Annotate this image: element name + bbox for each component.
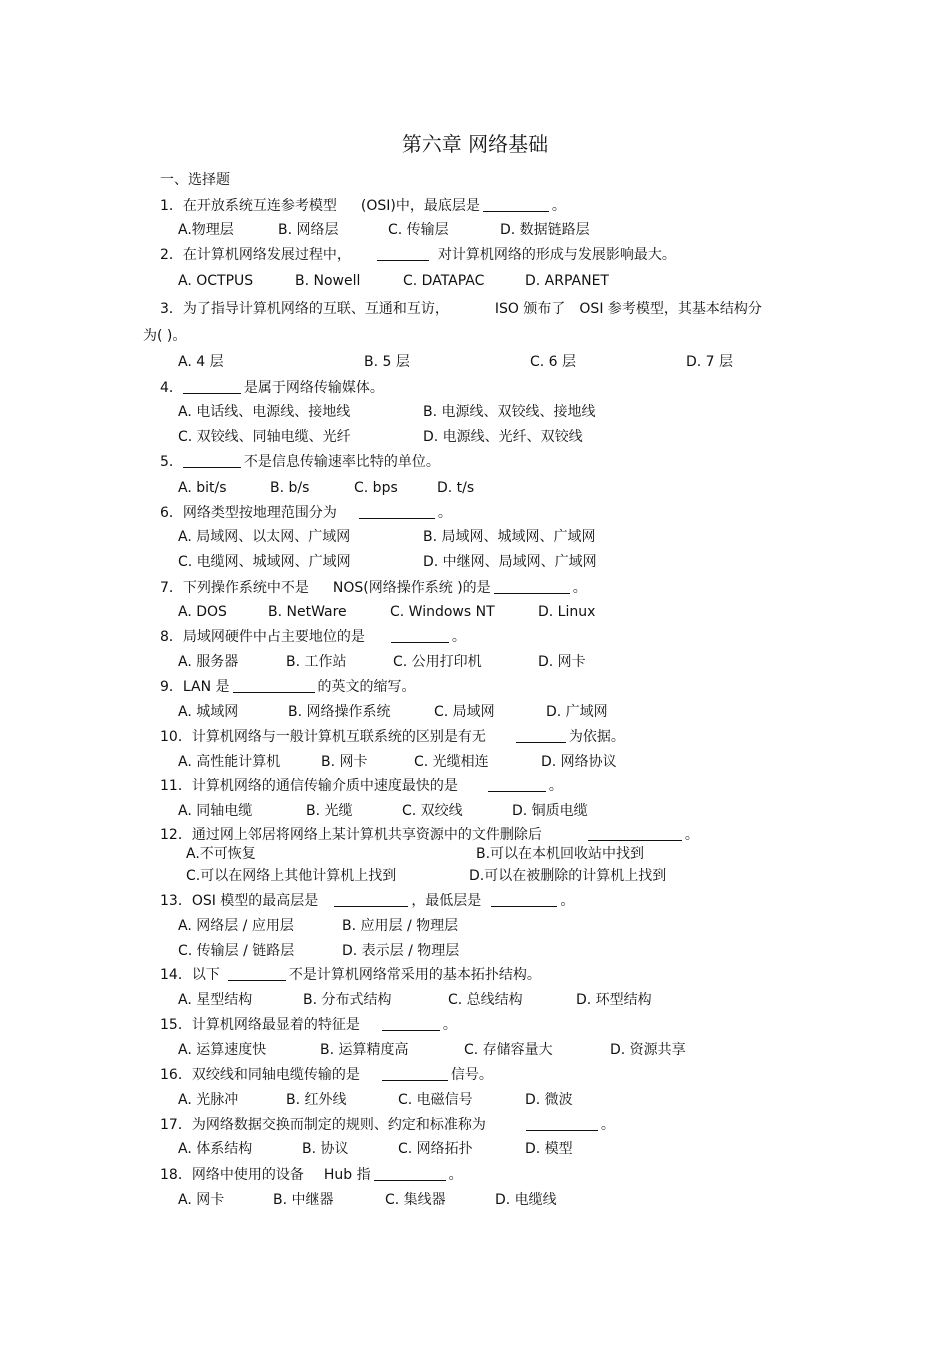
option-d: D. 环型结构 [576,992,652,1008]
option-b: B. 网络层 [278,222,339,238]
option-c: C. 电缆网、城域网、广域网 [178,554,351,570]
answer-blank[interactable] [483,197,549,212]
option-c: C. 公用打印机 [393,654,482,670]
question-14: 14．以下 不是计算机网络常采用的基本拓扑结构。 [160,967,541,983]
option-b: B. 5 层 [364,354,410,370]
option-c: C. 光缆相连 [414,754,489,770]
answer-blank[interactable] [391,628,449,643]
option-b: B. 工作站 [286,654,347,670]
option-d: D. 数据链路层 [500,222,590,238]
answer-blank[interactable] [377,246,429,261]
option-a: A.物理层 [178,222,234,238]
option-d: D. 资源共享 [610,1042,686,1058]
option-a: A. 高性能计算机 [178,754,281,770]
option-d: D.可以在被删除的计算机上找到 [469,868,667,884]
option-c: C. 局域网 [434,704,495,720]
section-heading: 一、选择题 [160,172,230,188]
option-c: C. 传输层 [388,222,449,238]
option-c: C. 集线器 [385,1192,446,1208]
option-d: D. 电缆线 [495,1192,557,1208]
option-a: A. 同轴电缆 [178,803,253,819]
option-a: A. 体系结构 [178,1141,253,1157]
question-12: 12．通过网上邻居将网络上某计算机共享资源中的文件删除后 。 [160,827,699,843]
option-d: D. 广域网 [546,704,608,720]
answer-blank[interactable] [588,826,682,841]
option-b: B. 网络操作系统 [288,704,391,720]
option-b: B. 电源线、双铰线、接地线 [423,404,596,420]
option-c: C. DATAPAC [403,273,485,289]
option-c: C. 6 层 [530,354,577,370]
option-d: D. t/s [437,480,475,496]
question-3-cont: 为( )。 [143,328,187,344]
option-b: B. 协议 [302,1141,349,1157]
option-a: A. 局域网、以太网、广域网 [178,529,351,545]
question-3: 3．为了指导计算机网络的互联、互通和互访， ISO 颁布了 OSI 参考模型，其基本结构分 [160,301,762,317]
option-d: D. 模型 [525,1141,573,1157]
page-title: 第六章 网络基础 [401,132,549,156]
option-a: A. 4 层 [178,354,224,370]
question-2: 2．在计算机网络发展过程中， 对计算机网络的形成与发展影响最大。 [160,247,676,263]
question-10: 10．计算机网络与一般计算机互联系统的区别是有无 为依据。 [160,729,625,745]
option-a: A. 光脉冲 [178,1092,239,1108]
answer-blank[interactable] [526,1116,598,1131]
option-a: A. 电话线、电源线、接地线 [178,404,351,420]
option-c: C. 总线结构 [448,992,523,1008]
question-8: 8．局域网硬件中占主要地位的是 。 [160,629,466,645]
option-a: A. 星型结构 [178,992,253,1008]
answer-blank[interactable] [228,966,286,981]
option-d: D. Linux [538,604,596,620]
question-1: 1．在开放系统互连参考模型 (OSI)中，最底层是 。 [160,198,566,214]
answer-blank[interactable] [334,892,408,907]
answer-blank[interactable] [488,777,546,792]
answer-blank[interactable] [359,504,435,519]
option-a: A. 城域网 [178,704,239,720]
option-c: C. 电磁信号 [398,1092,473,1108]
option-c: C.可以在网络上其他计算机上找到 [186,868,397,884]
option-a: A. 运算速度快 [178,1042,267,1058]
question-13: 13．OSI 模型的最高层是 ，最低层是 。 [160,893,575,909]
answer-blank[interactable] [374,1166,446,1181]
option-d: D. 表示层 / 物理层 [342,943,460,959]
option-d: D. 网络协议 [541,754,617,770]
option-d: D. 网卡 [538,654,586,670]
option-a: A. OCTPUS [178,273,254,289]
option-a: A. bit/s [178,480,227,496]
option-b: B. 局域网、城域网、广域网 [423,529,596,545]
option-d: D. 铜质电缆 [512,803,588,819]
option-d: D. 7 层 [686,354,734,370]
question-17: 17．为网络数据交换而制定的规则、约定和标准称为 。 [160,1117,615,1133]
option-d: D. 中继网、局域网、广域网 [423,554,597,570]
option-b: B. 分布式结构 [303,992,392,1008]
answer-blank[interactable] [183,379,241,394]
answer-blank[interactable] [494,579,570,594]
option-d: D. 微波 [525,1092,573,1108]
question-18: 18．网络中使用的设备 Hub 指 。 [160,1167,463,1183]
option-c: C. bps [354,480,398,496]
question-11: 11．计算机网络的通信传输介质中速度最快的是 。 [160,778,563,794]
answer-blank[interactable] [183,453,241,468]
question-9: 9．LAN 是 的英文的缩写。 [160,679,416,695]
option-b: B. 中继器 [273,1192,334,1208]
answer-blank[interactable] [491,892,557,907]
option-a: A. 服务器 [178,654,239,670]
option-c: C. 网络拓扑 [398,1141,473,1157]
option-a: A.不可恢复 [186,846,256,862]
option-d: D. ARPANET [525,273,609,289]
option-c: C. 传输层 / 链路层 [178,943,295,959]
answer-blank[interactable] [516,728,566,743]
option-b: B. b/s [270,480,310,496]
option-a: A. 网络层 / 应用层 [178,918,294,934]
option-d: D. 电源线、光纤、双铰线 [423,429,583,445]
option-b: B. 应用层 / 物理层 [342,918,459,934]
option-c: C. Windows NT [390,604,495,620]
option-b: B. NetWare [268,604,347,620]
option-b: B. Nowell [295,273,361,289]
option-b: B. 光缆 [306,803,353,819]
question-16: 16．双绞线和同轴电缆传输的是 信号。 [160,1067,493,1083]
answer-blank[interactable] [233,678,315,693]
question-5: 5． 不是信息传输速率比特的单位。 [160,454,440,470]
question-15: 15．计算机网络最显着的特征是 。 [160,1017,457,1033]
option-b: B. 运算精度高 [320,1042,409,1058]
option-c: C. 双铰线、同轴电缆、光纤 [178,429,351,445]
option-a: A. DOS [178,604,227,620]
option-b: B. 红外线 [286,1092,347,1108]
question-6: 6．网络类型按地理范围分为 。 [160,505,452,521]
option-b: B.可以在本机回收站中找到 [476,846,645,862]
answer-blank[interactable] [382,1016,440,1031]
answer-blank[interactable] [382,1066,448,1081]
option-b: B. 网卡 [321,754,368,770]
option-c: C. 存储容量大 [464,1042,553,1058]
option-c: C. 双绞线 [402,803,463,819]
question-7: 7．下列操作系统中不是 NOS(网络操作系统 )的是 。 [160,580,587,596]
option-a: A. 网卡 [178,1192,225,1208]
question-4: 4． 是属于网络传输媒体。 [160,380,384,396]
